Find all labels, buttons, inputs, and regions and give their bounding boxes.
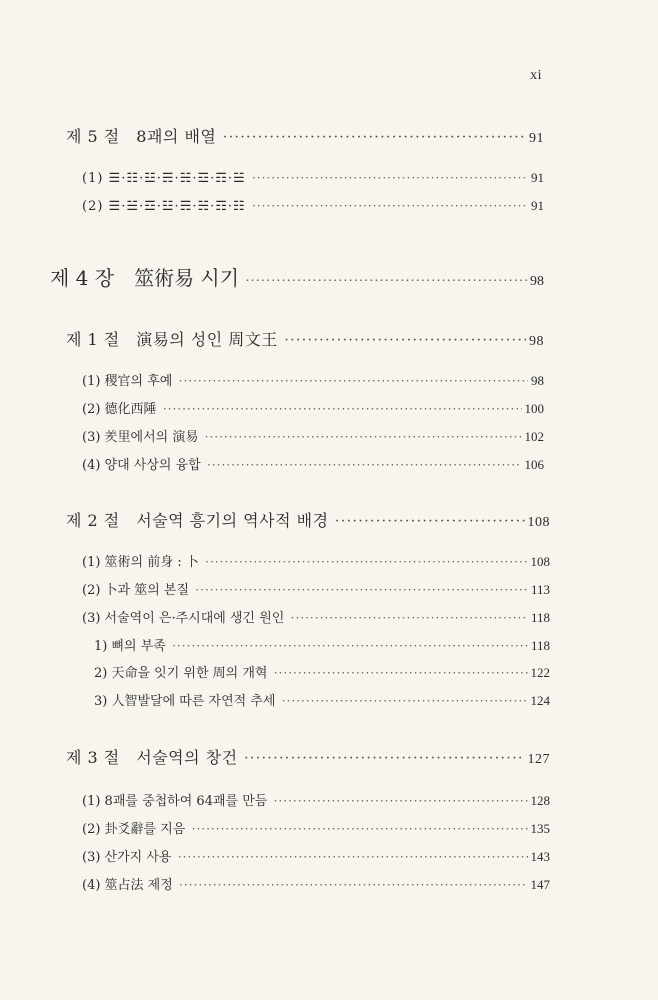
- dot-leader: [281, 693, 527, 709]
- toc-page: 118: [530, 610, 550, 625]
- toc-page: 91: [531, 170, 544, 185]
- toc-page: 98: [531, 373, 544, 388]
- toc-item[interactable]: [82, 370, 544, 389]
- toc-item[interactable]: [82, 454, 544, 473]
- toc-label: (1) 筮術의 前身 : 卜: [82, 555, 199, 570]
- toc-label: (1) ☰·☷·☳·☴·☵·☲·☶·☱: [82, 171, 246, 186]
- toc-page: 106: [524, 457, 544, 472]
- toc-chapter-4[interactable]: [50, 262, 544, 291]
- toc-page: 102: [524, 429, 544, 444]
- page-number: xi: [530, 68, 542, 83]
- toc-page: 108: [530, 554, 550, 569]
- dot-leader: [244, 750, 525, 768]
- toc-page: 124: [530, 693, 550, 708]
- toc-label: 2) 天命을 잇기 위한 周의 개혁: [94, 666, 268, 681]
- toc-label: 3) 人智발달에 따른 자연적 추세: [94, 694, 276, 709]
- toc-item[interactable]: [82, 170, 544, 186]
- toc-label: (2) ☰·☱·☲·☳·☴·☵·☶·☷: [82, 199, 246, 214]
- dot-leader: [207, 457, 522, 473]
- toc-label: (4) 筮占法 제정: [82, 878, 173, 893]
- toc-item[interactable]: [82, 579, 550, 598]
- toc-label: (3) 산가지 사용: [82, 850, 172, 865]
- toc-item[interactable]: [82, 818, 550, 837]
- dot-leader: [335, 513, 525, 531]
- toc-page: 135: [530, 821, 550, 836]
- dot-leader: [163, 401, 522, 417]
- toc-item[interactable]: [82, 874, 550, 893]
- dot-leader: [191, 821, 527, 837]
- toc-page: 128: [530, 793, 550, 808]
- toc-page: 91: [529, 131, 544, 146]
- dot-leader: [222, 129, 526, 147]
- dot-leader: [252, 198, 528, 214]
- toc-label: (2) 卦爻辭를 지음: [82, 822, 186, 837]
- toc-label: (3) 서술역이 은·주시대에 생긴 원인: [82, 611, 285, 626]
- toc-subitem[interactable]: [94, 690, 550, 709]
- toc-section-2[interactable]: [66, 508, 550, 531]
- toc-label: (2) 德化西陲: [82, 402, 157, 417]
- toc-item[interactable]: [82, 398, 544, 417]
- dot-leader: [177, 849, 527, 865]
- dot-leader: [172, 638, 528, 654]
- toc-section-1[interactable]: [66, 327, 544, 350]
- toc-label: (3) 羑里에서의 演易: [82, 430, 199, 445]
- dot-leader: [205, 554, 528, 570]
- toc-label: 제 4 장 筮術易 시기: [50, 266, 240, 290]
- toc-item[interactable]: [82, 846, 550, 865]
- toc-section-5[interactable]: [66, 124, 544, 147]
- toc-label: (1) 8괘를 중첩하여 64괘를 만듬: [82, 794, 268, 809]
- toc-subitem[interactable]: [94, 635, 550, 654]
- dot-leader: [284, 332, 526, 350]
- dot-leader: [204, 429, 521, 445]
- toc-page: 98: [530, 274, 544, 289]
- toc-page: 143: [530, 849, 550, 864]
- toc-item[interactable]: [82, 551, 550, 570]
- toc-page: 122: [530, 665, 550, 680]
- toc-label: 제 3 절 서술역의 창건: [66, 748, 238, 767]
- toc-page: 100: [524, 401, 544, 416]
- toc-label: 제 1 절 演易의 성인 周文王: [66, 330, 278, 349]
- toc-item[interactable]: [82, 607, 550, 626]
- toc-page: 91: [531, 198, 544, 213]
- dot-leader: [273, 665, 527, 681]
- dot-leader: [252, 170, 528, 186]
- toc-item[interactable]: [82, 426, 544, 445]
- toc-label: 1) 뼈의 부족: [94, 639, 166, 654]
- dot-leader: [290, 610, 528, 626]
- toc-label: (1) 稷官의 후예: [82, 374, 173, 389]
- toc-page: 127: [527, 752, 550, 767]
- dot-leader: [273, 793, 527, 809]
- toc-section-3[interactable]: [66, 745, 550, 768]
- toc-page: 118: [530, 638, 550, 653]
- toc-item[interactable]: [82, 790, 550, 809]
- toc-item[interactable]: [82, 198, 544, 214]
- dot-leader: [245, 274, 527, 290]
- dot-leader: [195, 582, 528, 598]
- toc-page: 113: [530, 582, 550, 597]
- toc-page: 147: [530, 877, 550, 892]
- toc-label: 제 5 절 8괘의 배열: [66, 127, 217, 146]
- toc-page: 108: [527, 515, 550, 530]
- toc-label: 제 2 절 서술역 흥기의 역사적 배경: [66, 511, 329, 530]
- toc-label: (4) 양대 사상의 융합: [82, 458, 201, 473]
- toc-page: 98: [529, 334, 544, 349]
- toc-subitem[interactable]: [94, 662, 550, 681]
- toc-label: (2) 卜과 筮의 본질: [82, 583, 190, 598]
- dot-leader: [178, 373, 528, 389]
- dot-leader: [179, 877, 528, 893]
